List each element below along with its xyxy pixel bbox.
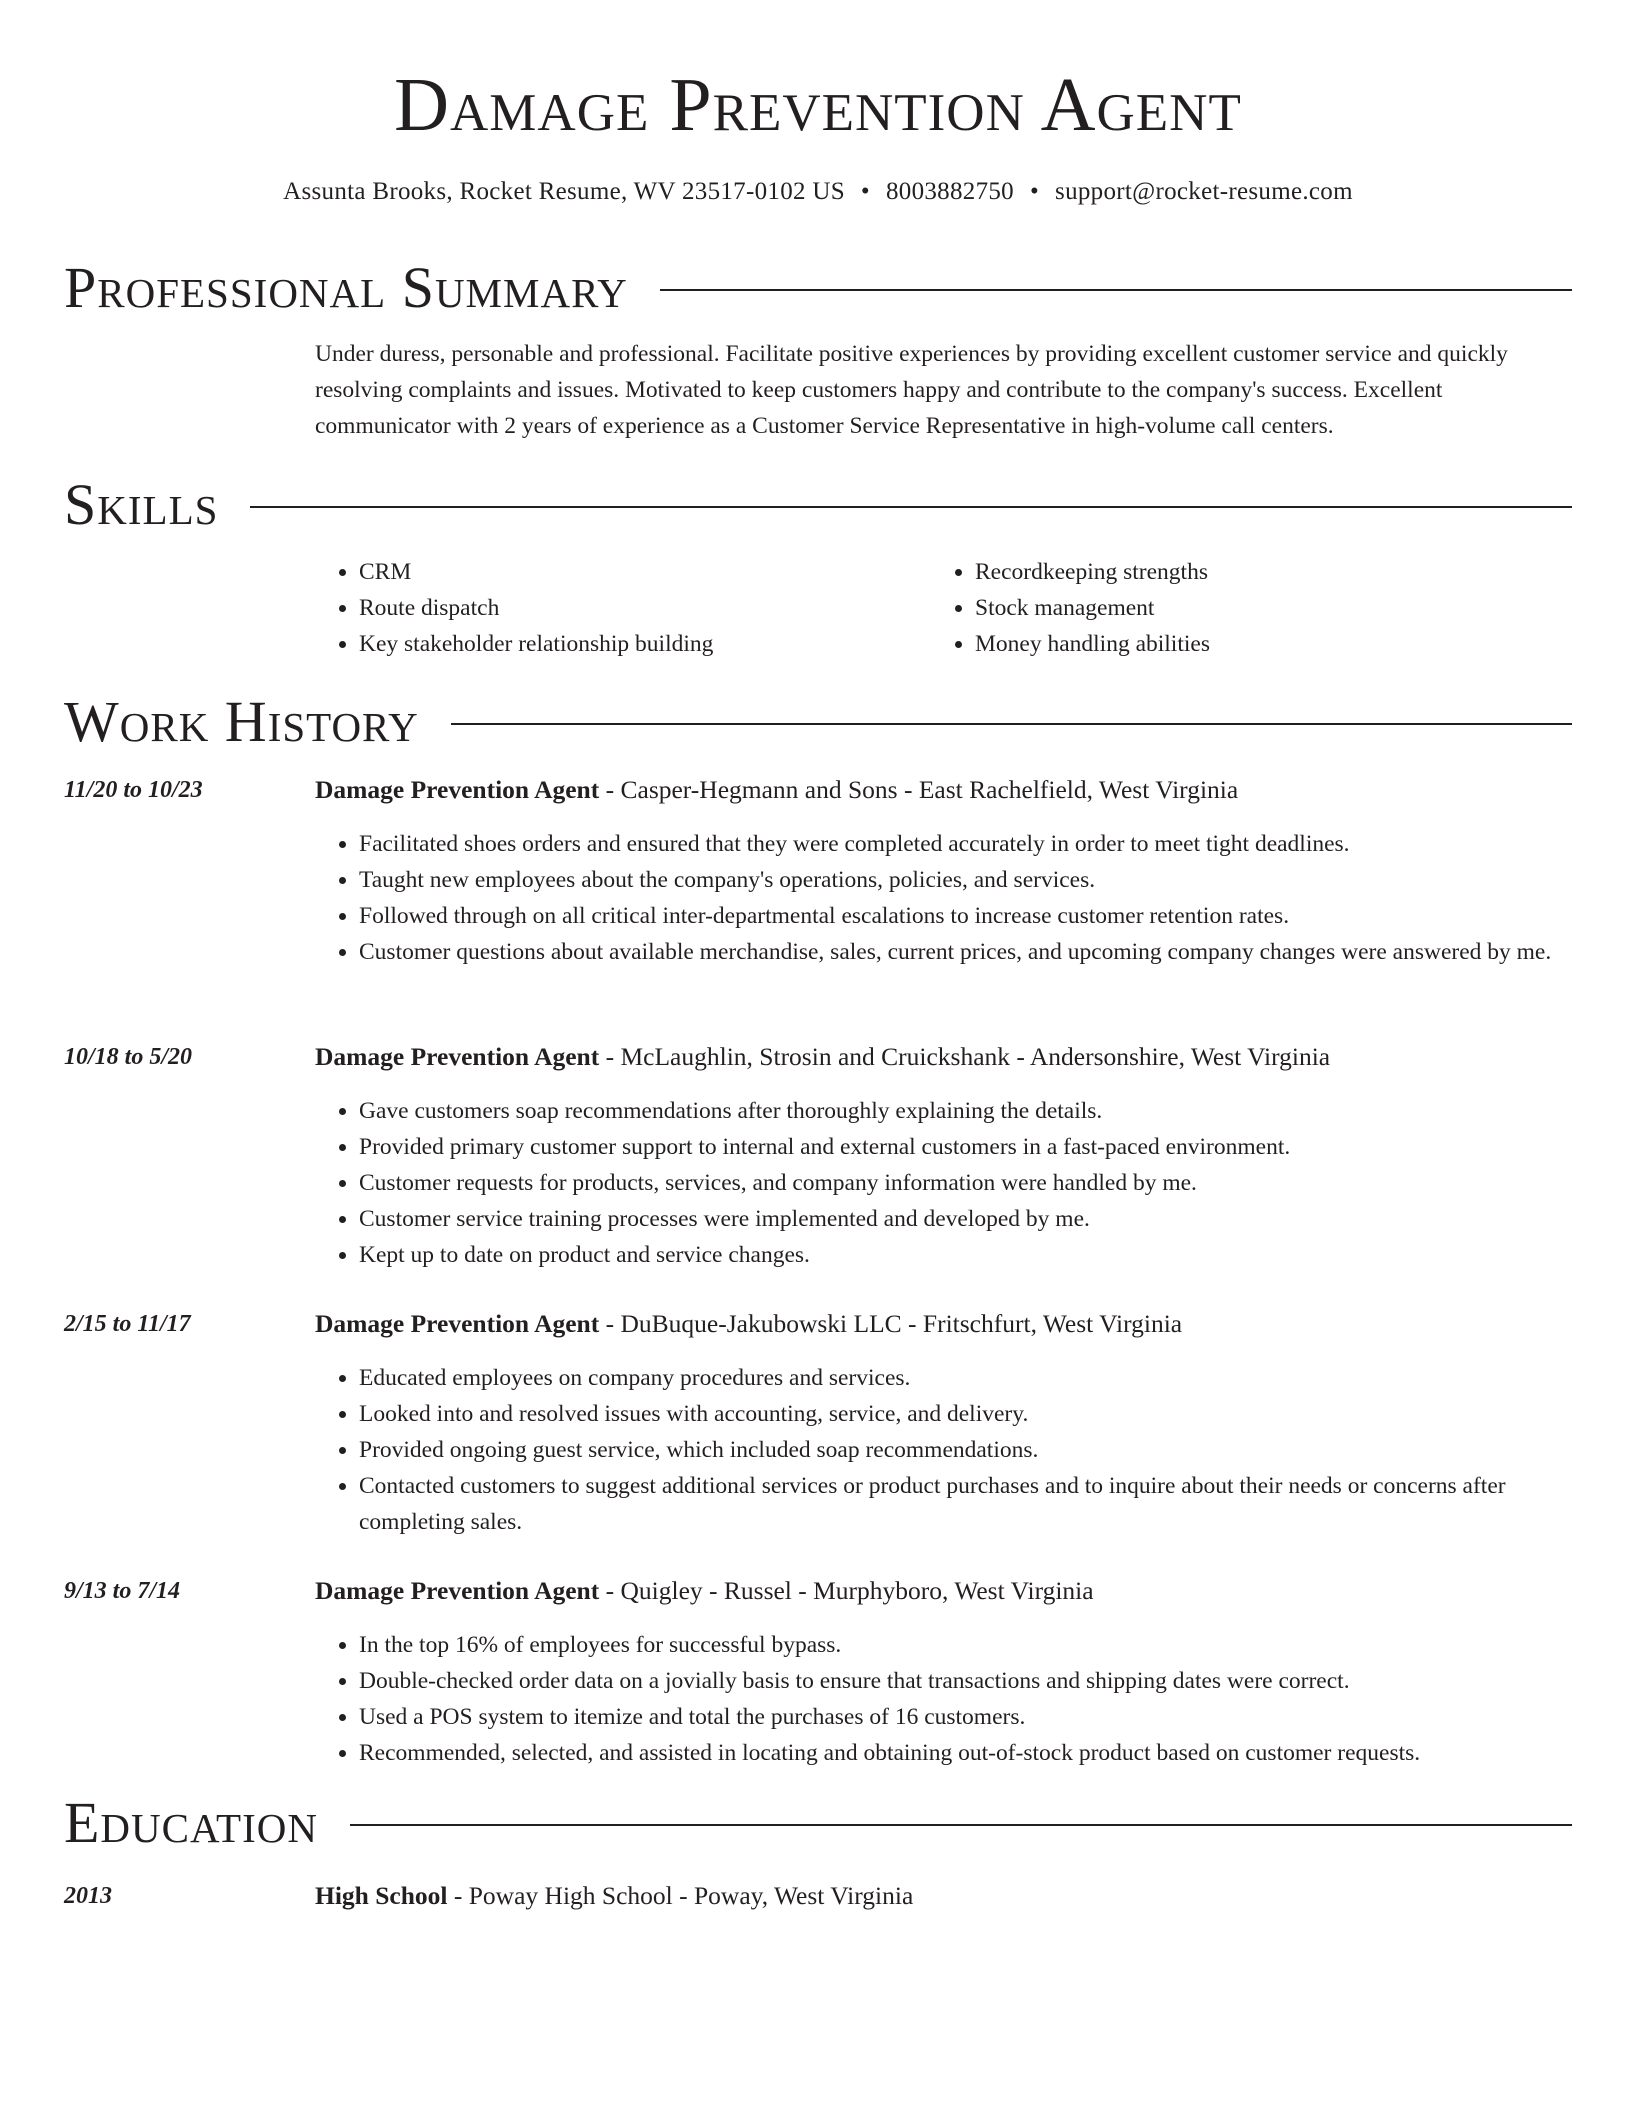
skills-list bbox=[315, 554, 1572, 662]
separator-dot: • bbox=[1029, 178, 1040, 205]
job-dates: 10/18 to 5/20 bbox=[64, 1044, 193, 1070]
skill-item: • Stock management bbox=[975, 590, 1547, 626]
summary-text: Under duress, personable and professional. Facilitate positive experiences by providing excellent customer service and quickly resolving complaints and issues. Motivated to keep customers happy and contribute to the company's success. Excellent communicator with 2 years of experience as a Customer Service Representative in high-volume call centers. bbox=[315, 341, 1508, 439]
education-degree: High School bbox=[315, 1881, 448, 1910]
duty-item: • In the top 16% of employees for successful bypass. bbox=[359, 1627, 1572, 1663]
job-employer: - DuBuque-Jakubowski LLC - Fritschfurt, West Virginia bbox=[599, 1309, 1183, 1338]
duty-item: • Provided ongoing guest service, which included soap recommendations. bbox=[359, 1432, 1572, 1468]
duty-item: • Used a POS system to itemize and total the purchases of 16 customers. bbox=[359, 1699, 1572, 1735]
duty-item: • Provided primary customer support to internal and external customers in a fast-paced environment. bbox=[359, 1129, 1572, 1165]
education-heading bbox=[315, 1878, 913, 1914]
education-section-heading bbox=[64, 1788, 1572, 1858]
skill-item: • Recordkeeping strengths bbox=[975, 554, 1547, 590]
job-heading bbox=[315, 1039, 1330, 1075]
job-duties bbox=[315, 1360, 1572, 1540]
separator-dot: • bbox=[860, 178, 870, 205]
skills-column-left bbox=[315, 554, 931, 662]
duty-item: • Gave customers soap recommendations after thoroughly explaining the details. bbox=[359, 1093, 1572, 1129]
job-employer: - Quigley - Russel - Murphyboro, West Virginia bbox=[599, 1576, 1094, 1605]
contact-line bbox=[64, 174, 1572, 210]
job-title: Damage Prevention Agent bbox=[315, 1576, 600, 1605]
contact-phone: 8003882750 bbox=[885, 178, 1014, 205]
duty-item: • Taught new employees about the company's operations, policies, and services. bbox=[359, 862, 1572, 898]
work-title: Work History bbox=[64, 689, 419, 754]
duty-item: • Looked into and resolved issues with accounting, service, and delivery. bbox=[359, 1396, 1572, 1432]
section-divider bbox=[350, 1824, 1572, 1826]
job-title: Damage Prevention Agent bbox=[315, 1042, 600, 1071]
skills-column-right bbox=[931, 554, 1547, 662]
duty-item: • Educated employees on company procedures and services. bbox=[359, 1360, 1572, 1396]
duty-item: • Facilitated shoes orders and ensured that they were completed accurately in order to meet tight deadlines. bbox=[359, 826, 1572, 862]
skills-section-heading bbox=[64, 470, 1572, 540]
job-employer: - McLaughlin, Strosin and Cruickshank - Andersonshire, West Virginia bbox=[599, 1042, 1331, 1071]
skill-item: • Key stakeholder relationship building bbox=[359, 626, 931, 662]
job-title: Damage Prevention Agent bbox=[315, 775, 600, 804]
job-heading bbox=[315, 772, 1238, 808]
section-divider bbox=[451, 723, 1572, 725]
job-heading bbox=[315, 1306, 1182, 1342]
job-title: Damage Prevention Agent bbox=[315, 1309, 600, 1338]
section-divider bbox=[660, 289, 1572, 291]
skill-item: • Route dispatch bbox=[359, 590, 931, 626]
contact-address: Assunta Brooks, Rocket Resume, WV 23517-0102 US bbox=[283, 178, 845, 205]
job-duties bbox=[315, 1627, 1572, 1771]
work-section-heading bbox=[64, 687, 1572, 757]
duty-item: • Customer requests for products, services, and company information were handled by me. bbox=[359, 1165, 1572, 1201]
duty-item: • Customer service training processes were implemented and developed by me. bbox=[359, 1201, 1572, 1237]
duty-item: • Kept up to date on product and service changes. bbox=[359, 1237, 1572, 1273]
skills-title: Skills bbox=[64, 472, 219, 537]
job-dates: 11/20 to 10/23 bbox=[64, 777, 203, 803]
skill-item: • Money handling abilities bbox=[975, 626, 1547, 662]
education-title: Education bbox=[64, 1790, 318, 1855]
duty-item: • Double-checked order data on a jovially basis to ensure that transactions and shipping dates were correct. bbox=[359, 1663, 1572, 1699]
resume-name: Damage Prevention Agent bbox=[394, 63, 1242, 147]
section-divider bbox=[250, 506, 1572, 508]
summary-section-heading bbox=[64, 253, 1572, 323]
duty-item: • Recommended, selected, and assisted in locating and obtaining out-of-stock product based on customer requests. bbox=[359, 1735, 1572, 1771]
job-duties bbox=[315, 826, 1572, 970]
summary-title: Professional Summary bbox=[64, 255, 628, 320]
duty-item: • Followed through on all critical inter-departmental escalations to increase customer retention rates. bbox=[359, 898, 1572, 934]
job-heading bbox=[315, 1573, 1094, 1609]
duty-item: • Customer questions about available merchandise, sales, current prices, and upcoming company changes were answered by me. bbox=[359, 934, 1572, 970]
job-employer: - Casper-Hegmann and Sons - East Rachelfield, West Virginia bbox=[599, 775, 1239, 804]
skill-item: • CRM bbox=[359, 554, 931, 590]
duty-item: • Contacted customers to suggest additional services or product purchases and to inquire about their needs or concerns after completing sales. bbox=[359, 1468, 1572, 1540]
job-dates: 2/15 to 11/17 bbox=[64, 1311, 191, 1337]
education-school: - Poway High School - Poway, West Virginia bbox=[447, 1881, 914, 1910]
job-dates: 9/13 to 7/14 bbox=[64, 1578, 181, 1604]
contact-email: support@rocket-resume.com bbox=[1055, 178, 1353, 205]
job-duties bbox=[315, 1093, 1572, 1273]
education-year: 2013 bbox=[64, 1883, 112, 1909]
